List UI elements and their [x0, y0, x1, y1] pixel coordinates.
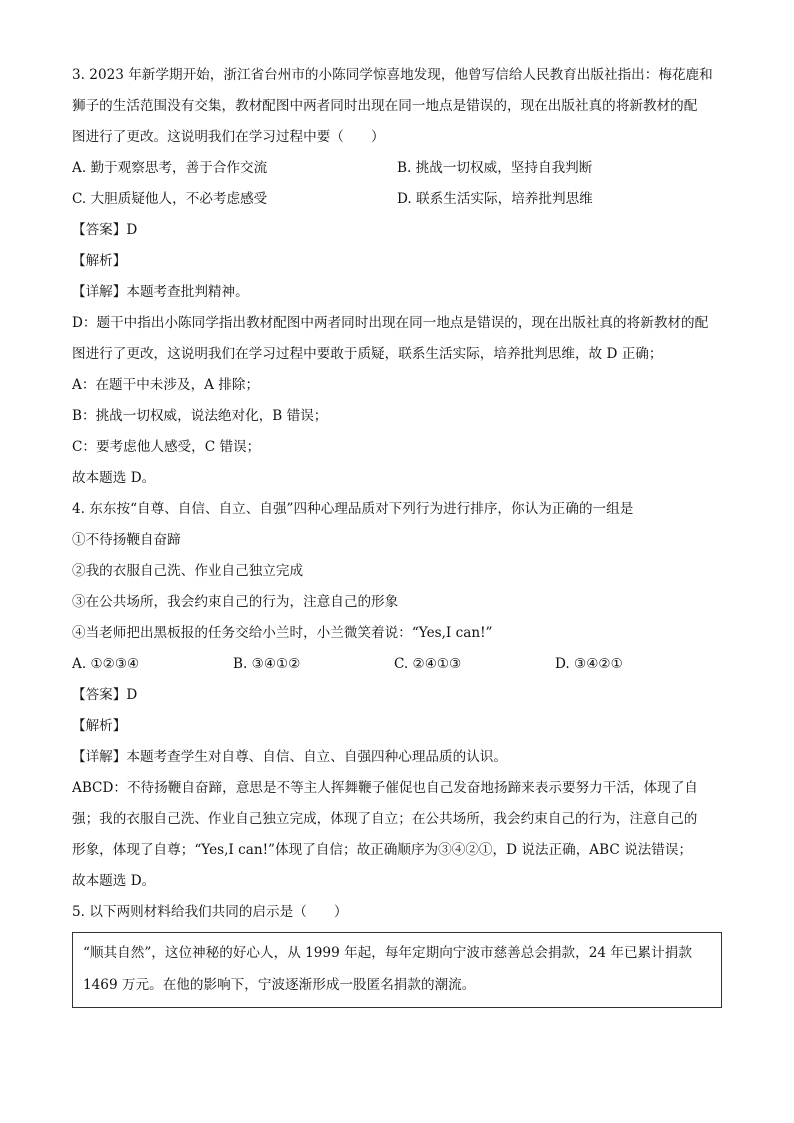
q4-detail-line-2: ABCD：不待扬鞭自奋蹄，意思是不等主人挥舞鞭子催促也自己发奋地扬蹄来表示要努力干活，体现了自 [72, 780, 698, 796]
q5-material-box [72, 932, 722, 1008]
question-4 [72, 494, 724, 897]
q3-analysis-label: 【解析】 [72, 253, 127, 269]
q3-detail-line-7: 故本题选 D。 [72, 470, 156, 486]
q4-item-4: ④当老师把出黑板报的任务交给小兰时，小兰微笑着说：“Yes,I can!” [72, 625, 493, 641]
q3-answer: 【答案】D [72, 222, 138, 238]
q3-option-d: D. 联系生活实际，培养批判思维 [397, 191, 593, 207]
q3-option-a: A. 勤于观察思考，善于合作交流 [72, 160, 268, 176]
q3-detail-line-3: 图进行了更改，这说明我们在学习过程中要敢于质疑，联系生活实际，培养批判思维，故 D 正确； [72, 346, 663, 362]
q3-option-b: B. 挑战一切权威，坚持自我判断 [397, 160, 593, 176]
q3-detail-line-4: A：在题干中未涉及，A 排除； [72, 377, 260, 393]
q4-detail-line-4: 形象，体现了自尊；“Yes,I can!”体现了自信；故正确顺序为③④②①，D 说法正确，ABC 说法错误； [72, 842, 693, 858]
q4-detail-line-5: 故本题选 D。 [72, 873, 156, 889]
q3-detail-line-6: C：要考虑他人感受，C 错误； [72, 439, 261, 455]
q4-analysis-label: 【解析】 [72, 718, 127, 734]
question-3 [72, 60, 724, 494]
q3-stem-line-2: 狮子的生活范围没有交集，教材配图中两者同时出现在同一地点是错误的，现在出版社真的将新教材的配 [72, 98, 698, 114]
q3-stem-line-3: 图进行了更改。这说明我们在学习过程中要（ ） [72, 129, 385, 145]
q4-stem-line-1: 4. 东东按“自尊、自信、自立、自强”四种心理品质对下列行为进行排序，你认为正确的一组是 [72, 501, 634, 517]
q4-detail-line-1: 【详解】本题考查学生对自尊、自信、自立、自强四种心理品质的认识。 [72, 749, 507, 765]
document-page [72, 60, 724, 1008]
q4-option-b: B. ③④①② [233, 656, 301, 672]
q4-options-row [72, 649, 724, 680]
q4-option-a: A. ①②③④ [72, 656, 140, 672]
q3-option-c: C. 大胆质疑他人，不必考虑感受 [72, 191, 268, 207]
q4-option-d: D. ③④②① [555, 656, 623, 672]
q4-item-1: ①不待扬鞭自奋蹄 [72, 532, 181, 548]
q3-detail-line-2: D：题干中指出小陈同学指出教材配图中两者同时出现在同一地点是错误的，现在出版社真的将新教材的配 [72, 315, 709, 331]
q3-stem-line-1: 3. 2023 年新学期开始，浙江省台州市的小陈同学惊喜地发现，他曾写信给人民教育出版社指出：梅花鹿和 [72, 67, 713, 83]
q4-item-3: ③在公共场所，我会约束自己的行为，注意自己的形象 [72, 594, 399, 610]
question-5 [72, 897, 724, 1008]
q4-option-c: C. ②④①③ [394, 656, 462, 672]
q3-options-row-1 [72, 153, 724, 184]
q5-material-line-1: “顺其自然”，这位神秘的好心人，从 1999 年起，每年定期向宁波市慈善总会捐款，24 年已累计捐款 [83, 945, 692, 961]
q5-material-line-2: 1469 万元。在他的影响下，宁波逐渐形成一股匿名捐款的潮流。 [83, 977, 476, 993]
q4-item-2: ②我的衣服自己洗、作业自己独立完成 [72, 563, 304, 579]
q4-answer: 【答案】D [72, 687, 138, 703]
q3-options-row-2 [72, 184, 724, 215]
q3-detail-line-1: 【详解】本题考查批判精神。 [72, 284, 249, 300]
q4-detail-line-3: 强；我的衣服自己洗、作业自己独立完成，体现了自立；在公共场所，我会约束自己的行为，注意自己的 [72, 811, 698, 827]
q5-stem: 5. 以下两则材料给我们共同的启示是（ ） [72, 904, 348, 920]
q3-detail-line-5: B：挑战一切权威，说法绝对化，B 错误； [72, 408, 328, 424]
